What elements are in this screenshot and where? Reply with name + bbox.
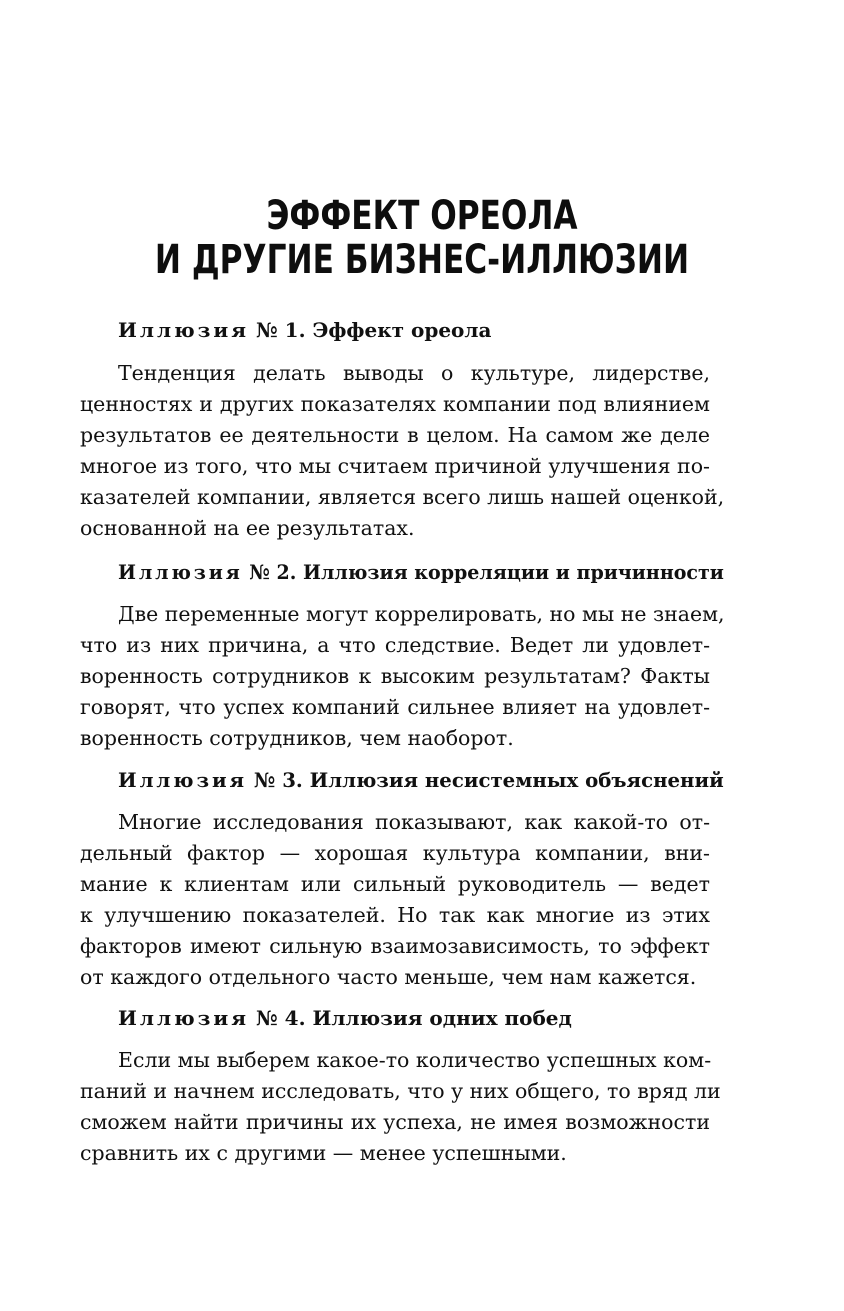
paragraph-line: что из них причина, а что следствие. Ведет ли удовлет- bbox=[80, 633, 710, 657]
paragraph-line: паний и начнем исследовать, что у них общего, то вряд ли bbox=[80, 1079, 721, 1103]
section-heading-1 bbox=[118, 318, 491, 342]
paragraph-line: Тенденция делать выводы о культуре, лидерстве, bbox=[118, 361, 710, 385]
paragraph-line: сможем найти причины их успеха, не имея возможности bbox=[80, 1110, 710, 1134]
heading-word: Иллюзия bbox=[118, 1006, 249, 1030]
section-heading-4 bbox=[118, 1006, 572, 1030]
heading-word: Иллюзия bbox=[118, 768, 248, 792]
heading-word: Иллюзия bbox=[118, 560, 243, 584]
chapter-title-line-2: И ДРУГИЕ БИЗНЕС-ИЛЛЮЗИИ bbox=[154, 237, 690, 283]
heading-rest: № 3. Иллюзия несистемных объяснений bbox=[247, 768, 724, 792]
heading-rest: № 4. Иллюзия одних побед bbox=[248, 1006, 572, 1030]
paragraph-line: факторов имеют сильную взаимозависимость, то эффект bbox=[80, 934, 710, 958]
paragraph-line: дельный фактор — хорошая культура компании, вни- bbox=[80, 841, 710, 865]
paragraph-line: воренность сотрудников к высоким результатам? Факты bbox=[80, 664, 710, 688]
chapter-title-line-1: ЭФФЕКТ ОРЕОЛА bbox=[266, 193, 578, 239]
paragraph-line: основанной на ее результатах. bbox=[80, 516, 415, 540]
heading-rest: № 1. Эффект ореола bbox=[248, 318, 492, 342]
heading-word: Иллюзия bbox=[118, 318, 249, 342]
paragraph-line: Две переменные могут коррелировать, но мы не знаем, bbox=[118, 602, 725, 626]
paragraph-line: говорят, что успех компаний сильнее влияет на удовлет- bbox=[80, 695, 710, 719]
paragraph-line: казателей компании, является всего лишь нашей оценкой, bbox=[80, 485, 725, 509]
section-heading-2 bbox=[118, 560, 724, 584]
paragraph-line: результатов ее деятельности в целом. На самом же деле bbox=[80, 423, 710, 447]
paragraph-line: Если мы выберем какое-то количество успешных ком- bbox=[118, 1048, 712, 1072]
paragraph-line: ценностях и других показателях компании под влиянием bbox=[80, 392, 710, 416]
paragraph-line: к улучшению показателей. Но так как многие из этих bbox=[80, 903, 710, 927]
paragraph-line: от каждого отдельного часто меньше, чем нам кажется. bbox=[80, 965, 697, 989]
paragraph-line: многое из того, что мы считаем причиной улучшения по- bbox=[80, 454, 710, 478]
paragraph-line: Многие исследования показывают, как какой-то от- bbox=[118, 810, 710, 834]
heading-rest: № 2. Иллюзия корреляции и причинности bbox=[242, 560, 724, 584]
section-heading-3 bbox=[118, 768, 724, 792]
paragraph-line: мание к клиентам или сильный руководитель — ведет bbox=[80, 872, 710, 896]
paragraph-line: сравнить их с другими — менее успешными. bbox=[80, 1141, 567, 1165]
paragraph-line: воренность сотрудников, чем наоборот. bbox=[80, 726, 514, 750]
